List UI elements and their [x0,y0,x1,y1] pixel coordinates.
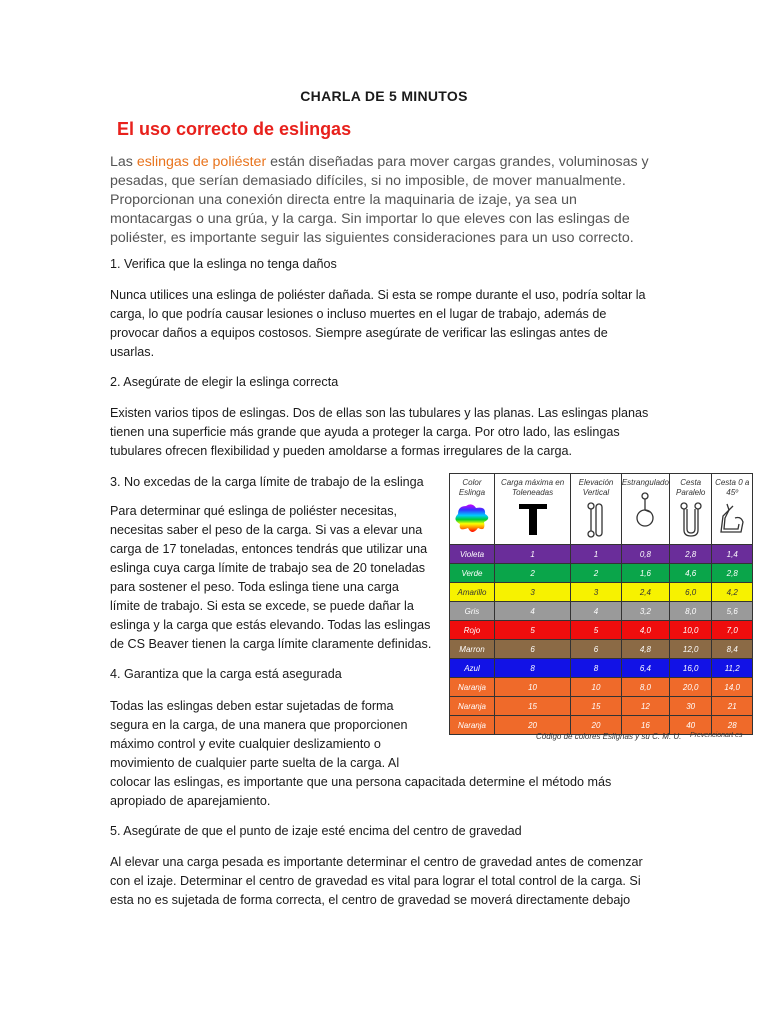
value-cell: 10 [571,678,622,697]
column-header [669,474,711,545]
intro-line: pesadas, que serían demasiado difíciles, si no imposible, de mover manualmente. [110,173,626,189]
column-header-label: Cesta Paralelo [676,478,706,497]
intro-line: Proporcionan una conexión directa entre la maquinaria de izaje, ya sea un [110,192,577,208]
text-line: con el izaje. Determinar el centro de gravedad es vital para lograr el total control de la carga. Si [110,874,641,888]
value-cell: 6 [494,640,570,659]
value-cell: 8,0 [621,678,669,697]
paragraph [110,286,646,362]
column-header-label: Carga máxima en Toleneadas [501,478,565,497]
value-cell: 8 [494,659,570,678]
value-cell: 2 [571,564,622,583]
value-cell: 6,4 [621,659,669,678]
value-cell: 4,0 [621,621,669,640]
text-line: necesitas saber el peso de la carga. Si vas a elevar una [110,523,423,537]
text-line: segura en la carga, de una manera que proporcionen [110,718,408,732]
color-name-cell: Rojo [450,621,495,640]
text-line: límite de trabajo. Si esta se excede, se puede dañar la [110,599,414,613]
value-cell: 2,4 [621,583,669,602]
highlight-text: eslingas de poliéster [136,154,267,170]
color-name-cell: Azul [450,659,495,678]
text-line: 5. Asegúrate de que el punto de izaje esté encima del centro de gravedad [110,824,522,838]
color-name-cell: Naranja [450,697,495,716]
value-cell: 1,6 [621,564,669,583]
value-cell: 2 [494,564,570,583]
color-name-cell: Verde [450,564,495,583]
value-cell: 1 [494,545,570,564]
table-caption: Código de colores Eslignas y su C. M. U. [536,732,682,741]
text-line: 1. Verifica que la eslinga no tenga daños [110,257,337,271]
text-line: eslinga y la carga que estás elevando. Todas las eslingas [110,618,431,632]
value-cell: 3 [494,583,570,602]
text-line: 3. No excedas de la carga límite de trabajo de la eslinga [110,475,424,489]
text-line: Para determinar qué eslinga de poliéster necesitas, [110,504,398,518]
choker-sling-icon [622,492,669,528]
column-header [494,474,570,545]
paragraph [110,853,643,910]
vertical-sling-icon [571,502,621,538]
numbered-heading [110,822,522,841]
value-cell: 3 [571,583,622,602]
value-cell: 7,0 [712,621,753,640]
intro-paragraph [110,153,649,248]
table-body [450,545,753,735]
text-line: para sostener el peso. Toda eslinga tiene una carga [110,580,399,594]
column-header-label: Elevación Vertical [578,478,614,497]
table-header-row [450,474,753,545]
value-cell: 15 [571,697,622,716]
column-header [450,474,495,545]
text-line: 4. Garantiza que la carga está asegurada [110,667,342,681]
table-row [450,678,753,697]
color-name-cell: Violeta [450,545,495,564]
intro-text: están diseñadas para mover cargas grandes, voluminosas y [266,154,649,170]
table-row [450,583,753,602]
value-cell: 2,8 [712,564,753,583]
text-line: 2. Asegúrate de elegir la eslinga correcta [110,375,339,389]
table-source: Prevencionart es [690,732,743,739]
table-row [450,545,753,564]
color-name-cell: Marron [450,640,495,659]
paragraph [110,502,431,654]
value-cell: 5,6 [712,602,753,621]
value-cell: 20 [571,716,622,735]
value-cell: 2,8 [669,545,711,564]
sling-color-table [449,473,753,735]
table-row [450,564,753,583]
intro-line [110,153,649,172]
value-cell: 15 [494,697,570,716]
value-cell: 14,0 [712,678,753,697]
value-cell: 8 [571,659,622,678]
basket-angle-icon [712,502,752,538]
intro-text: Las [110,154,137,170]
color-name-cell: Naranja [450,716,495,735]
table-row [450,602,753,621]
basket-parallel-icon [670,502,711,538]
t-weight-icon [495,502,570,536]
value-cell: 0,8 [621,545,669,564]
column-header [621,474,669,545]
text-line: carga, lo que podría causar lesiones o incluso muertes en el lugar de trabajo, además de [110,307,607,321]
value-cell: 10,0 [669,621,711,640]
text-line: provocar daños a equipos costosos. Siempre asegúrate de verificar las eslingas antes de [110,326,608,340]
text-line: esta no es sujetada de forma correcta, el centro de gravedad se moverá directamente debajo [110,893,631,907]
value-cell: 11,2 [712,659,753,678]
value-cell: 1 [571,545,622,564]
value-cell: 5 [571,621,622,640]
text-line: colocar las eslingas, es importante que una persona capacitada determine el método más [110,775,612,789]
numbered-heading [110,473,424,492]
text-line: carga de 17 toneladas, entonces tendrás que utilizar una [110,542,428,556]
text-line: movimiento de cualquier parte suelta de la carga. Al [110,756,400,770]
color-name-cell: Gris [450,602,495,621]
value-cell: 4 [494,602,570,621]
value-cell: 4 [571,602,622,621]
table-row [450,659,753,678]
value-cell: 10 [494,678,570,697]
value-cell: 12 [621,697,669,716]
text-line: Todas las eslingas deben estar sujetadas de forma [110,699,394,713]
text-line: Nunca utilices una eslinga de poliéster dañada. Si esta se rompe durante el uso, podría soltar la [110,288,646,302]
value-cell: 5 [494,621,570,640]
value-cell: 1,4 [712,545,753,564]
table-row [450,621,753,640]
text-line: tubulares ofrecen flexibilidad y pueden amoldarse a formas irregulares de la carga. [110,444,573,458]
value-cell: 4,2 [712,583,753,602]
text-line: apropiado de aparejamiento. [110,794,271,808]
value-cell: 4,8 [621,640,669,659]
text-line: Existen varios tipos de eslingas. Dos de ellas son las tubulares y las planas. Las eslingas planas [110,406,649,420]
color-name-cell: Naranja [450,678,495,697]
value-cell: 28 [712,716,753,735]
value-cell: 12,0 [669,640,711,659]
text-line: máximo control y evite cualquier deslizamiento o [110,737,381,751]
color-name-cell: Amarillo [450,583,495,602]
section-heading: El uso correcto de eslingas [117,119,352,139]
text-line: tienen una superficie más grande que ayuda a proteger la carga. Por otro lado, las eslingas [110,425,620,439]
numbered-heading [110,255,337,274]
value-cell: 6,0 [669,583,711,602]
column-header-label: Estrangulado [621,478,669,487]
value-cell: 21 [712,697,753,716]
color-splash-icon [450,502,494,536]
value-cell: 6 [571,640,622,659]
table-row [450,697,753,716]
text-line: de CS Beaver tienen la carga límite claramente definidas. [110,637,432,651]
value-cell: 4,6 [669,564,711,583]
value-cell: 30 [669,697,711,716]
paragraph [110,404,648,461]
value-cell: 20,0 [669,678,711,697]
intro-line: poliéster, es importante seguir las siguientes consideraciones para un uso correcto. [110,230,634,246]
column-header [712,474,753,545]
value-cell: 20 [494,716,570,735]
document-title: CHARLA DE 5 MINUTOS [300,88,468,104]
column-header-label: Cesta 0 a 45º [715,478,750,497]
text-line: Al elevar una carga pesada es importante determinar el centro de gravedad antes de comenzar [110,855,643,869]
column-header [571,474,622,545]
intro-line: montacargas o una grúa, y la carga. Sin importar lo que eleves con las eslingas de [110,211,630,227]
numbered-heading [110,665,342,684]
column-header-label: Color Eslinga [458,478,486,497]
text-line: eslinga cuya carga límite de trabajo sea de 20 toneladas [110,561,426,575]
table-row [450,640,753,659]
value-cell: 8,0 [669,602,711,621]
value-cell: 16,0 [669,659,711,678]
value-cell: 40 [669,716,711,735]
value-cell: 8,4 [712,640,753,659]
text-line: usarlas. [110,345,155,359]
value-cell: 3,2 [621,602,669,621]
value-cell: 16 [621,716,669,735]
numbered-heading [110,373,338,392]
